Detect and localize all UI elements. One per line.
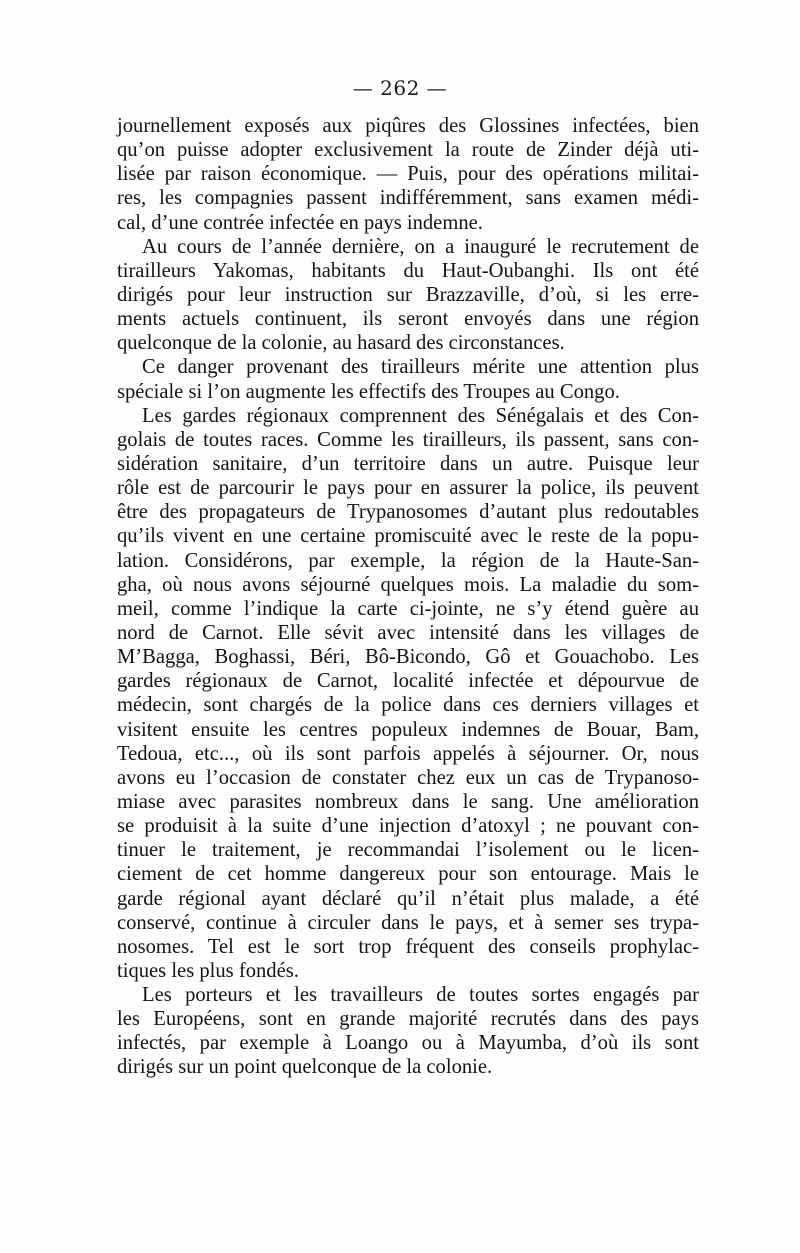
text-line: gardes régionaux de Carnot, localité infectée et dépourvue de [117,670,699,693]
page-number: — 262 — [352,76,448,100]
text-line: visitent ensuite les centres populeux indemnes de Bouar, Bam, [117,718,699,741]
text-line: sidération sanitaire, d’un territoire dans un autre. Puisque leur [117,452,699,475]
text-line: qu’on puisse adopter exclusivement la route de Zinder déjà uti- [117,139,699,162]
text-line: M’Bagga, Boghassi, Béri, Bô-Bicondo, Gô et Gouachobo. Les [117,646,699,669]
text-line: golais de toutes races. Comme les tirailleurs, ils passent, sans con- [117,428,699,451]
text-line: rôle est de parcourir le pays pour en assurer la police, ils peuvent [117,477,699,500]
text-line: tirailleurs Yakomas, habitants du Haut-Oubanghi. Ils ont été [117,259,699,282]
text-line: être des propagateurs de Trypanosomes d’autant plus redoutables [117,501,699,524]
text-line: ciement de cet homme dangereux pour son entourage. Mais le [117,863,699,886]
text-line: spéciale si l’on augmente les effectifs des Troupes au Congo. [117,380,620,403]
paragraph [117,355,699,403]
text-line: dirigés pour leur instruction sur Brazzaville, d’où, si les erre- [117,283,699,306]
text-line: conservé, continue à circuler dans le pays, et à semer ses trypa- [117,911,699,934]
text-line: médecin, sont chargés de la police dans ces derniers villages et [117,694,699,717]
text-line: infectés, par exemple à Loango ou à Mayumba, d’où ils sont [117,1032,699,1055]
text-line: lation. Considérons, par exemple, la région de la Haute-San- [117,549,699,572]
text-line: qu’ils vivent en une certaine promiscuité avec le reste de la popu- [117,525,699,548]
text-line: Les gardes régionaux comprennent des Sénégalais et des Con- [142,404,699,427]
text-line: nord de Carnot. Elle sévit avec intensité dans les villages de [117,621,699,644]
text-line: ments actuels continuent, ils seront envoyés dans une région [117,308,699,331]
text-line: se produisit à la suite d’une injection d’atoxyl ; ne pouvant con- [117,815,699,838]
text-line: Tedoua, etc..., où ils sont parfois appelés à séjourner. Or, nous [117,742,699,765]
text-line: journellement exposés aux piqûres des Glossines infectées, bien [117,115,699,137]
paragraph [117,235,699,356]
text-line: garde régional ayant déclaré qu’il n’était plus malade, a été [117,887,699,910]
text-line: Ce danger provenant des tirailleurs mérite une attention plus [142,356,699,379]
text-line: tiques les plus fondés. [117,959,299,982]
text-line: Au cours de l’année dernière, on a inauguré le recrutement de [142,235,699,258]
text-line: cal, d’une contrée infectée en pays indemne. [117,211,483,234]
text-line: res, les compagnies passent indifféremment, sans examen médi- [117,187,699,210]
paragraph [117,114,699,235]
paragraph [117,983,699,1080]
text-line: les Européens, sont en grande majorité recrutés dans des pays [117,1008,699,1031]
text-line: dirigés sur un point quelconque de la colonie. [117,1056,493,1079]
paragraph [117,404,699,983]
text-line: meil, comme l’indique la carte ci-jointe, ne s’y étend guère au [117,597,699,620]
text-line: gha, où nous avons séjourné quelques mois. La maladie du som- [117,573,699,596]
text-line: tinuer le traitement, je recommandai l’isolement ou le licen- [117,839,699,862]
text-line: nosomes. Tel est le sort trop fréquent des conseils prophylac- [117,935,699,958]
body-text [117,114,699,1080]
text-line: avons eu l’occasion de constater chez eux un cas de Trypanoso- [117,766,699,789]
text-line: Les porteurs et les travailleurs de toutes sortes engagés par [142,984,699,1007]
text-line: lisée par raison économique. — Puis, pour des opérations militai- [117,163,699,186]
text-line: quelconque de la colonie, au hasard des circonstances. [117,332,565,355]
text-line: miase avec parasites nombreux dans le sang. Une amélioration [117,790,699,813]
